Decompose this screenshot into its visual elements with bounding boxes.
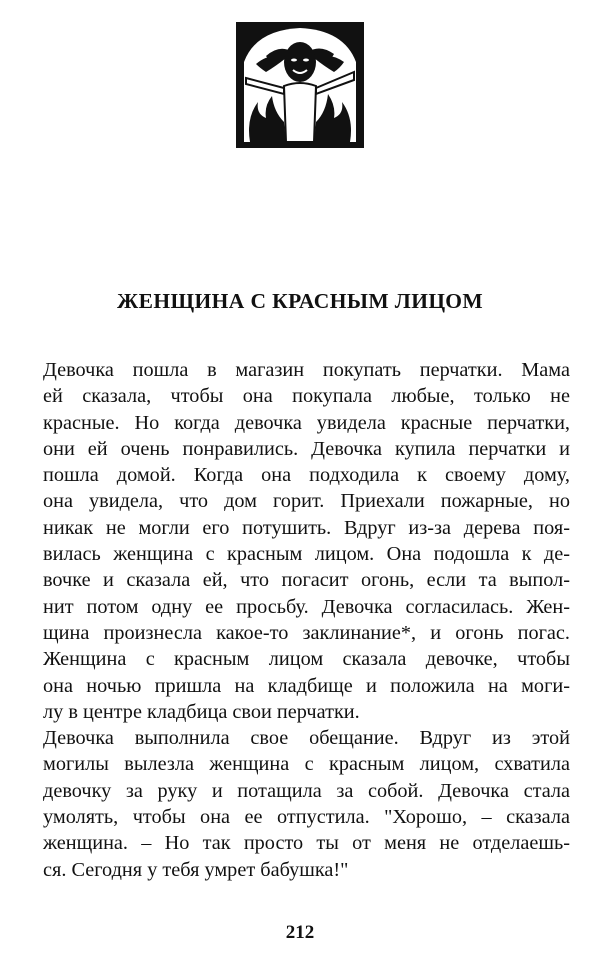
page-number: 212 — [285, 922, 315, 943]
paragraph-1 — [43, 357, 570, 725]
text-line: никак не могли его потушить. Вдруг из-за дерева поя- — [43, 516, 570, 539]
text-line: вочке и сказала ей, что погасит огонь, если та выпол- — [43, 569, 570, 592]
text-line: девочку за руку и потащила за собой. Девочка стала — [43, 779, 570, 802]
text-line: ей сказала, чтобы она покупала любые, только не — [43, 385, 570, 408]
woman-in-flames-illustration — [236, 22, 364, 148]
story-title: ЖЕНЩИНА С КРАСНЫМ ЛИЦОМ — [116, 289, 484, 313]
text-line: красные. Но когда девочка увидела красные перчатки, — [43, 411, 570, 434]
text-line: щина произнесла какое-то заклинание*, и огонь погас. — [43, 621, 570, 644]
text-line: они ей очень понравились. Девочка купила перчатки и — [43, 437, 570, 460]
text-line: пошла домой. Когда она подходила к своему дому, — [43, 464, 570, 487]
text-line: вилась женщина с красным лицом. Она подошла к де- — [43, 543, 570, 566]
text-line: женщина. – Но так просто ты от меня не отделаешь- — [43, 832, 570, 855]
paragraph-2 — [43, 725, 570, 883]
text-line: Девочка пошла в магазин покупать перчатки. Мама — [43, 359, 570, 381]
story-body — [43, 357, 570, 883]
text-line: она увидела, что дом горит. Приехали пожарные, но — [43, 490, 570, 513]
text-line: умолять, чтобы она ее отпустила. "Хорошо, – сказала — [43, 806, 570, 829]
text-line: нит потом одну ее просьбу. Девочка согласилась. Жен- — [43, 595, 570, 618]
text-line: ся. Сегодня у тебя умрет бабушка!" — [43, 858, 349, 881]
text-line: она ночью пришла на кладбище и положила на моги- — [43, 674, 570, 697]
text-line: Девочка выполнила свое обещание. Вдруг из этой — [43, 727, 570, 750]
text-line: лу в центре кладбица свои перчатки. — [43, 700, 360, 723]
text-line: могилы вылезла женщина с красным лицом, схватила — [43, 753, 570, 776]
text-line: Женщина с красным лицом сказала девочке, чтобы — [43, 648, 570, 671]
